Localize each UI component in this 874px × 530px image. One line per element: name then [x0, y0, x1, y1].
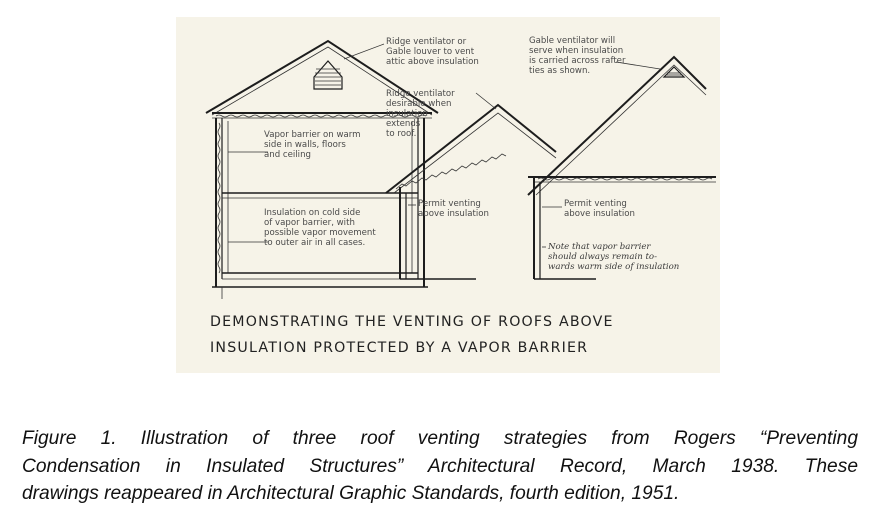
note-permit-venting-2: Permit venting above insulation — [564, 199, 635, 219]
roof-venting-illustration — [176, 17, 720, 373]
note-vapor-barrier: Vapor barrier on warm side in walls, floors and ceiling — [264, 130, 361, 160]
house-1-section — [206, 41, 438, 299]
note-ridge-ventilator: Ridge ventilator or Gable louver to vent attic above insulation — [386, 37, 479, 67]
caption-line-1: Figure 1. Illustration of three roof venting strategies from Rogers “Preventing — [22, 428, 858, 449]
figure-caption — [22, 425, 858, 508]
note-ridge-desirable: Ridge ventilator desirable when insulation extends to roof. — [386, 89, 455, 139]
note-insulation-cold-side: Insulation on cold side of vapor barrier, with possible vapor movement to outer air in all cases. — [264, 208, 376, 248]
illustration-heading: DEMONSTRATING THE VENTING OF ROOFS ABOVE INSULATION PROTECTED BY A VAPOR BARRIER — [210, 314, 614, 356]
caption-line-3: drawings reappeared in Architectural Graphic Standards, fourth edition, 1951. — [22, 483, 680, 504]
note-gable-ventilator: Gable ventilator will serve when insulation is carried across rafter ties as shown. — [529, 36, 626, 76]
note-handwritten: Note that vapor barrier should always remain to- wards warm side of insulation — [548, 242, 680, 272]
caption-line-2: Condensation in Insulated Structures” Architectural Record, March 1938. These — [22, 455, 858, 477]
roof-venting-drawing — [176, 17, 720, 373]
note-permit-venting-1: Permit venting above insulation — [418, 199, 489, 219]
